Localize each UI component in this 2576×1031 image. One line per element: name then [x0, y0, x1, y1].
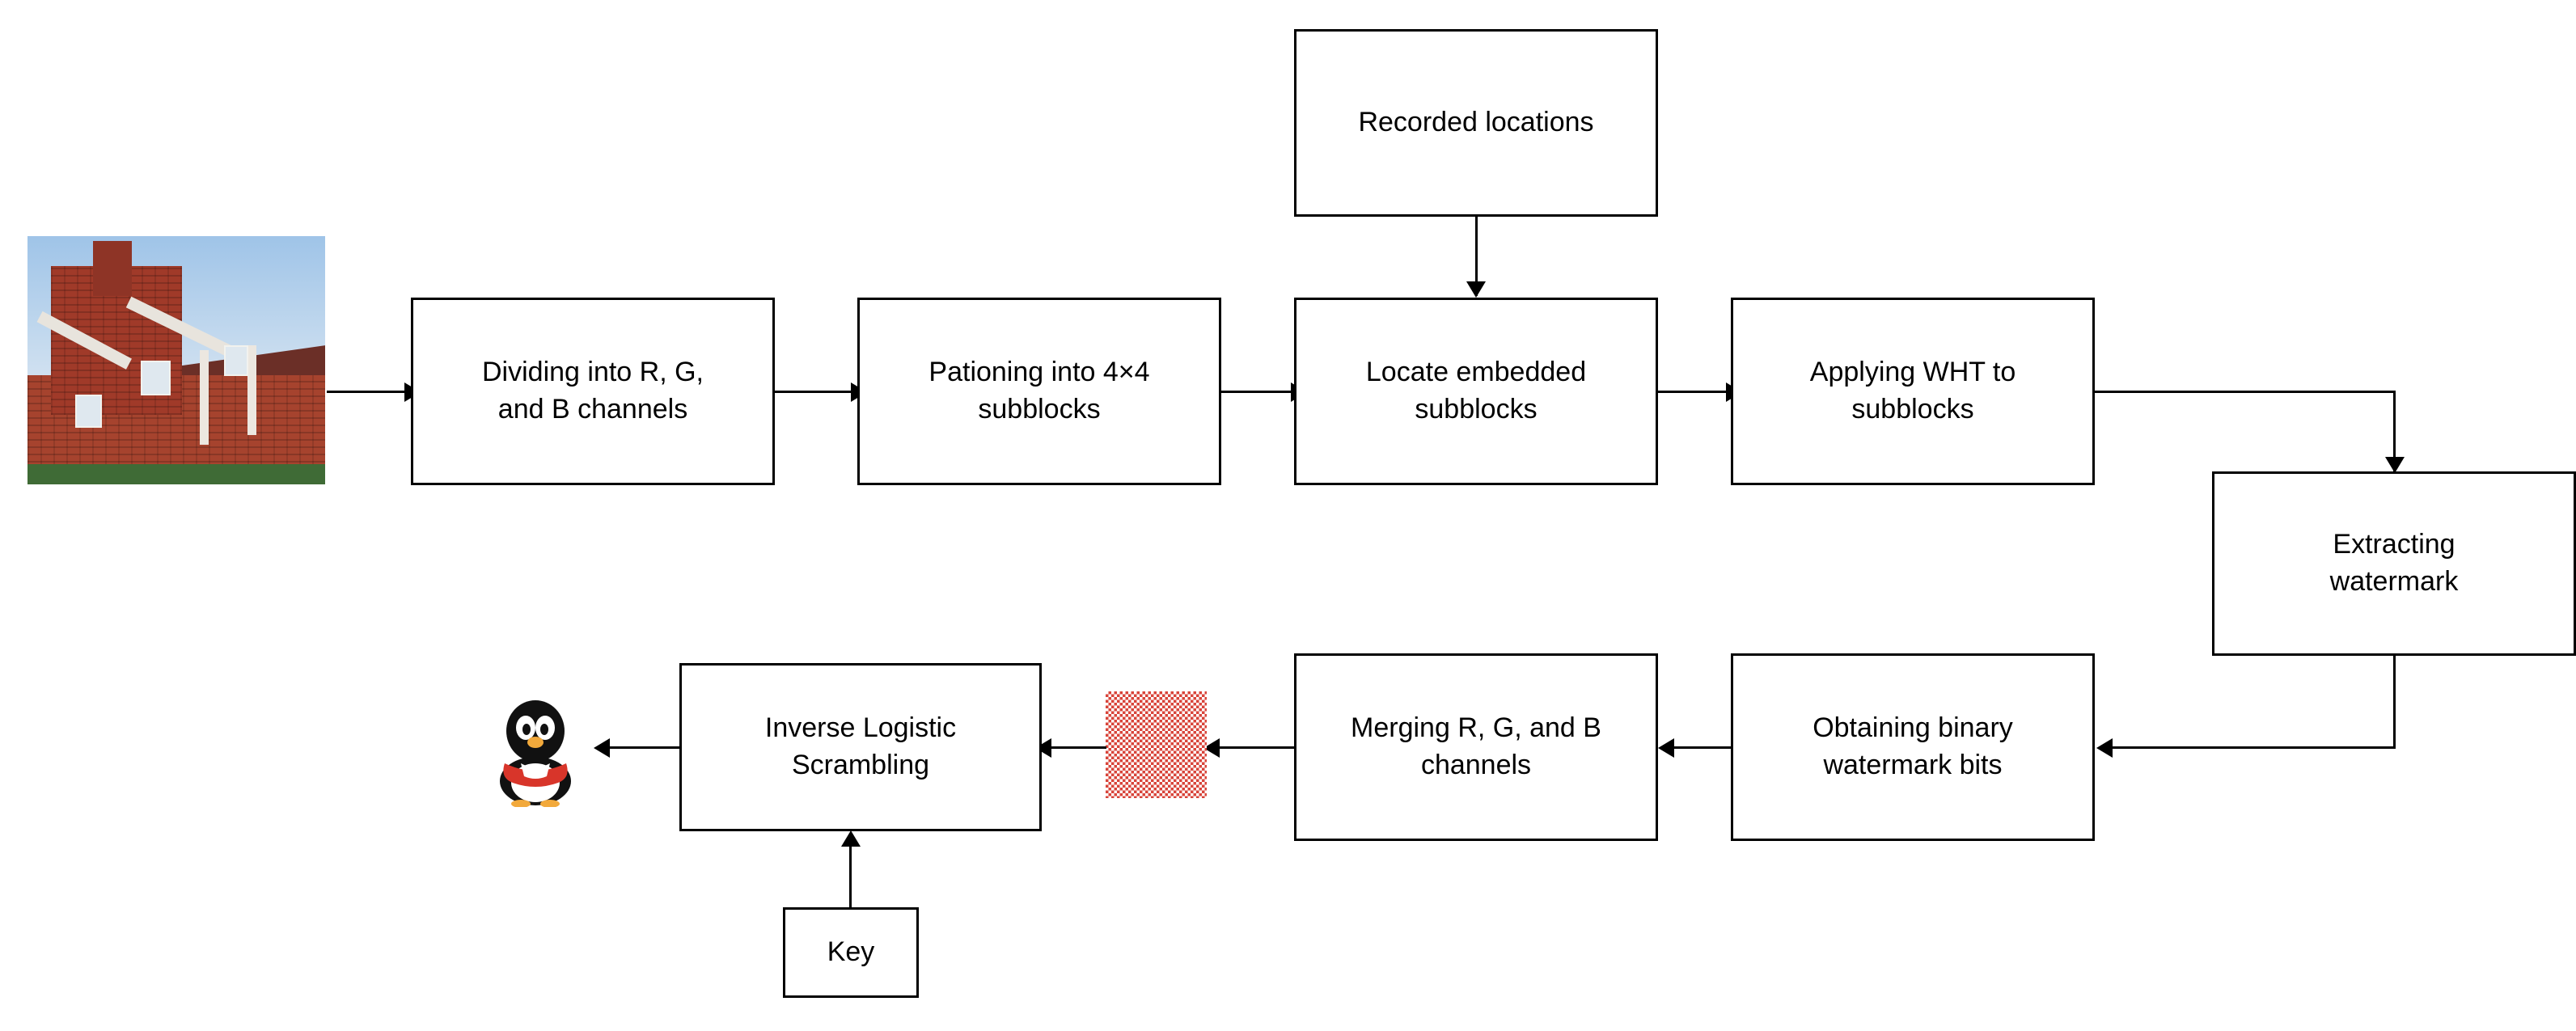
- photo-window-1: [141, 361, 171, 396]
- node-dividing-channels-line2: and B channels: [497, 394, 688, 425]
- node-locate-embedded-subblocks[interactable]: [1294, 298, 1658, 485]
- node-merge-line1: Merging R, G, and B: [1351, 712, 1601, 744]
- edge-wht-to-extract-arrow: [2385, 457, 2405, 473]
- photo-chimney: [93, 241, 132, 296]
- node-inverse-line1: Inverse Logistic: [764, 712, 957, 744]
- node-key[interactable]: [783, 907, 919, 998]
- recovered-watermark-penguin: [485, 686, 586, 807]
- node-wht-line2: subblocks: [1851, 394, 1974, 425]
- node-dividing-channels-label: [482, 354, 704, 429]
- edge-obtain-to-merge: [1668, 746, 1732, 749]
- node-obtain-line1: Obtaining binary: [1813, 712, 2013, 744]
- edge-inverse-to-result-arrow: [594, 738, 610, 758]
- edge-partition-to-locate: [1221, 391, 1292, 393]
- node-obtaining-binary-bits-label: [1813, 710, 2013, 784]
- photo-window-3: [224, 345, 248, 376]
- edge-key-to-inverse-arrow: [841, 830, 861, 847]
- node-inverse-logistic-scrambling[interactable]: [679, 663, 1042, 831]
- node-locate-embedded-subblocks-label: [1366, 354, 1586, 429]
- node-merging-channels[interactable]: [1294, 653, 1658, 841]
- node-merging-channels-label: [1351, 710, 1601, 784]
- node-merge-line2: channels: [1420, 750, 1532, 780]
- node-inverse-logistic-label: [765, 710, 956, 784]
- edge-merge-to-noise: [1213, 746, 1294, 749]
- scrambled-watermark-noise: [1106, 691, 1207, 798]
- node-applying-wht-label: [1810, 354, 2016, 429]
- penguin-icon: [485, 686, 586, 807]
- edge-obtain-to-merge-arrow: [1658, 738, 1674, 758]
- edge-noise-to-inverse: [1045, 746, 1106, 749]
- node-inverse-line2: Scrambling: [791, 750, 930, 780]
- edge-wht-to-extract-horizontal: [2095, 391, 2396, 393]
- photo-grass: [27, 464, 325, 484]
- node-locate-line1: Locate embedded: [1365, 357, 1587, 388]
- node-dividing-channels-line1: Dividing into R, G,: [482, 357, 704, 388]
- node-extracting-watermark-label: [2330, 526, 2459, 601]
- edge-key-to-inverse: [849, 841, 852, 909]
- node-locate-line2: subblocks: [1415, 394, 1538, 425]
- edge-divide-to-partition: [775, 391, 852, 393]
- edge-locate-to-wht: [1658, 391, 1728, 393]
- edge-inverse-to-result: [603, 746, 679, 749]
- node-dividing-channels[interactable]: [411, 298, 775, 485]
- node-key-label: Key: [827, 936, 875, 968]
- node-extracting-watermark[interactable]: [2212, 471, 2576, 656]
- node-obtaining-binary-bits[interactable]: [1731, 653, 2095, 841]
- node-obtain-line2: watermark bits: [1823, 750, 2003, 780]
- photo-post-right: [247, 345, 256, 435]
- node-extract-line1: Extracting: [2333, 529, 2455, 560]
- edge-host-to-divide: [327, 391, 406, 393]
- node-partitioning-line1: Pationing into 4×4: [928, 357, 1150, 388]
- edge-extract-to-obtain-arrow: [2096, 738, 2113, 758]
- edge-extract-to-obtain-horizontal: [2106, 746, 2396, 749]
- edge-extract-to-obtain-vertical: [2393, 656, 2396, 749]
- node-wht-line1: Applying WHT to: [1809, 357, 2016, 388]
- host-image-photo: [27, 236, 325, 484]
- node-recorded-locations-label: Recorded locations: [1358, 107, 1594, 138]
- node-recorded-locations[interactable]: [1294, 29, 1658, 217]
- node-extract-line2: watermark: [2329, 566, 2459, 597]
- photo-window-2: [75, 395, 102, 428]
- photo-post-left: [200, 350, 209, 445]
- node-partitioning-line2: subblocks: [978, 394, 1101, 425]
- node-partitioning[interactable]: [857, 298, 1221, 485]
- node-partitioning-label: [928, 354, 1149, 429]
- node-applying-wht[interactable]: [1731, 298, 2095, 485]
- edge-recorded-to-locate-arrow: [1466, 281, 1486, 298]
